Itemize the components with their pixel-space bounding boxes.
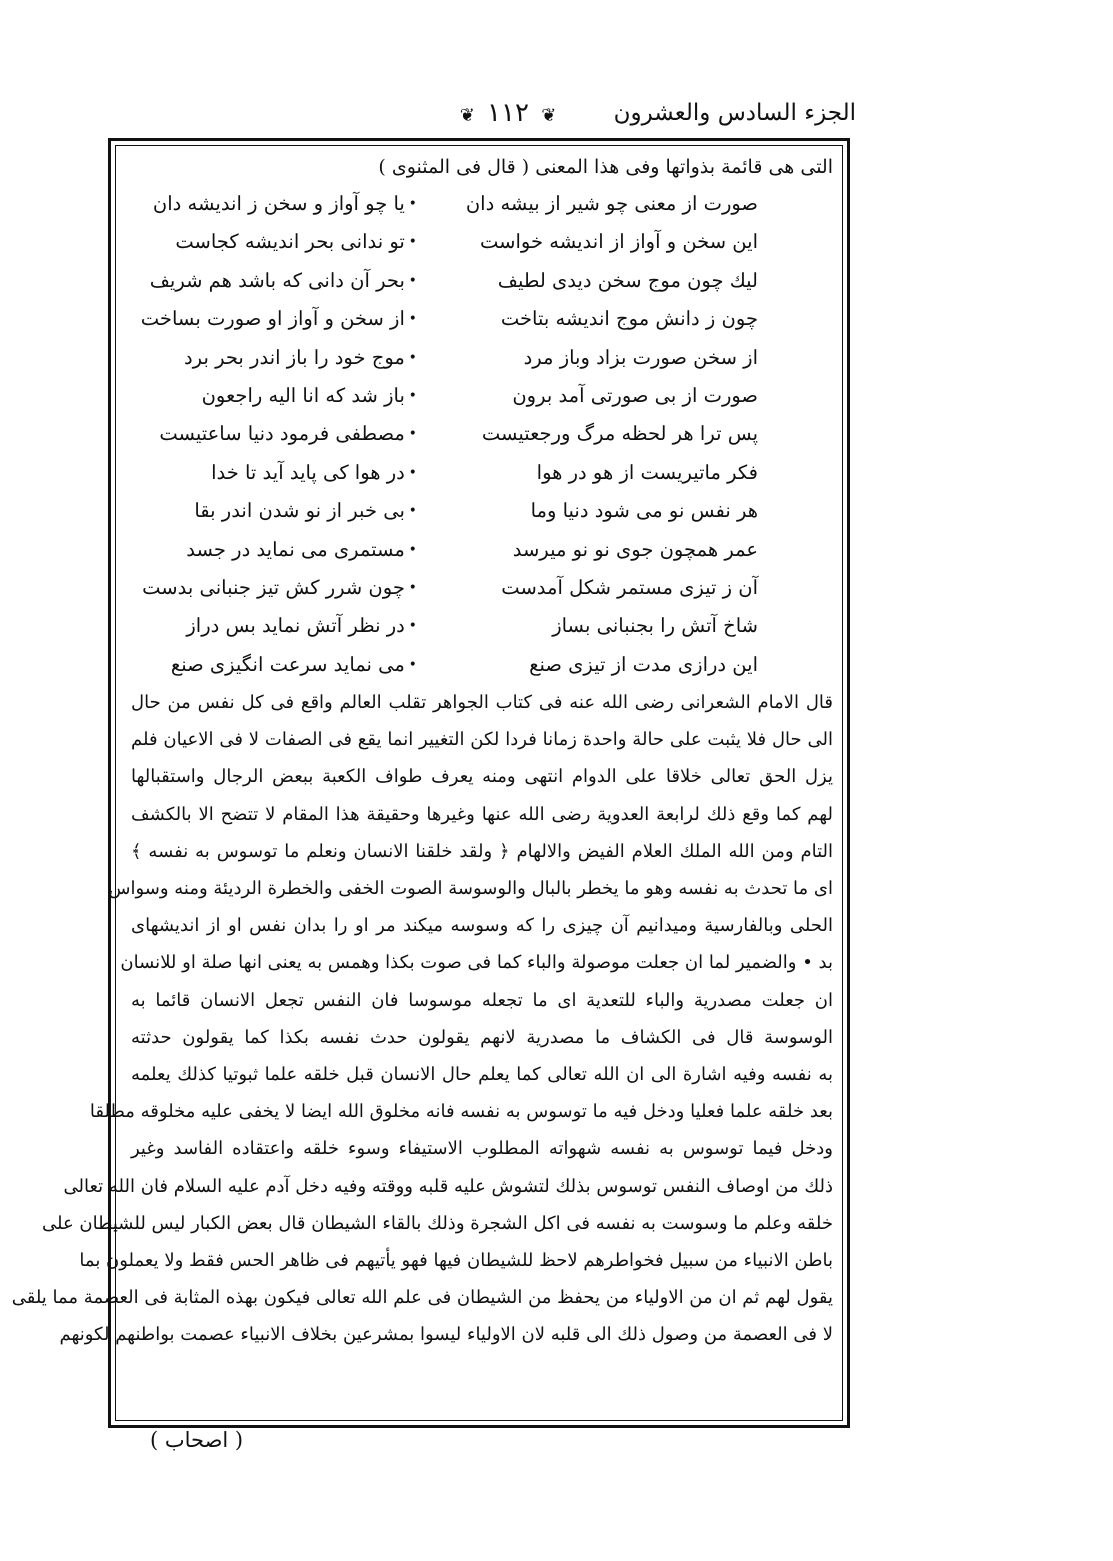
verse-line [131, 300, 833, 338]
verse-separator-icon: • [408, 387, 417, 404]
verse-line [131, 415, 833, 453]
prose-line: خلقه وعلم ما وسوست به نفسه فى اكل الشجرة وذلك بالقاء الشيطان قال بعض الكبار ليس للشيطان على [41, 1212, 833, 1234]
verse-second-hemistich: مصطفى فرمود دنيا ساعتيست [159, 422, 405, 446]
verse-line [131, 339, 833, 377]
prose-line: به نفسه وفيه اشارة الى ان الله تعالى كما يعلم حال الانسان قبل خلقه علما ثبوتيا كذلك يعلمه [131, 1063, 833, 1085]
verse-second-hemistich: مستمرى مى نمايد در جسد [186, 537, 405, 561]
verse-line [131, 492, 833, 530]
intro-line: التى هى قائمة بذواتها وفى هذا المعنى ( قال فى المثنوى ) [378, 156, 833, 178]
verse-block [131, 185, 833, 684]
page-header [108, 98, 856, 138]
verse-separator-icon: • [408, 464, 417, 481]
verse-first-hemistich: آن ز تيزى مستمر شكل آمدست [501, 575, 758, 599]
prose-line: لا فى العصمة من وصول ذلك الى قلبه لان الاولياء ليسوا بمشرعين بخلاف الانبياء عصمت بواطنهم لكونهم [59, 1324, 833, 1346]
text-frame [11, 138, 850, 1428]
verse-separator-icon: • [408, 196, 417, 212]
verse-separator-icon: • [408, 272, 417, 289]
verse-first-hemistich: اين درازى مدت از تيزى صنع [529, 652, 758, 676]
prose-line: يزل الحق تعالى خلاقا على الدوام انتهى ومنه يعرف طواف الكعبة ببعض الرجال واستقبالها [131, 766, 833, 788]
prose-line: الحلى وبالفارسية وميدانيم آن چيزى را كه وسوسه ميكند مر او را بدان نفس او از انديشهاى [131, 915, 833, 937]
verse-separator-icon: • [408, 311, 417, 328]
verse-line [131, 377, 833, 415]
body-text [11, 149, 833, 1353]
verse-second-hemistich: در نظر آتش نمايد بس دراز [186, 614, 405, 638]
verse-separator-icon: • [408, 426, 417, 443]
verse-line [131, 607, 833, 645]
prose-line: الى حال فلا يثبت على حالة واحدة زمانا فردا لكن التغيير انما يقع فى الصفات لا فى الاعيان فلم [131, 729, 833, 751]
verse-second-hemistich: تو ندانى بحر انديشه كجاست [175, 230, 405, 254]
verse-first-hemistich: چون ز دانش موج انديشه بتاخت [500, 307, 758, 331]
ornament-left-icon: ❦ [459, 105, 475, 126]
verse-line [131, 646, 833, 684]
page-number: ١١٢ [487, 98, 529, 128]
verse-second-hemistich: بى خبر از نو شدن اندر بقا [194, 499, 405, 523]
verse-first-hemistich: ليك چون موج سخن ديدى لطيف [497, 268, 758, 292]
page-number-block [438, 98, 578, 128]
verse-first-hemistich: پس ترا هر لحظه مرگ ورجعتيست [481, 422, 758, 446]
prose-line: ذلك من اوصاف النفس توسوس بذلك لتشوش عليه قلبه ووقته وفيه دخل آدم عليه السلام فان الله تعالى [63, 1175, 833, 1197]
verse-second-hemistich: از سخن و آواز او صورت بساخت [140, 307, 405, 331]
verse-line [131, 262, 833, 300]
verse-first-hemistich: صورت از معنى چو شير از بيشه دان [465, 192, 758, 215]
verse-first-hemistich: فكر ماتيريست از هو در هوا [536, 460, 758, 484]
verse-first-hemistich: هر نفس نو مى شود دنيا وما [530, 499, 758, 523]
prose-line: الوسوسة قال فى الكشاف ما مصدرية لانهم يقولون حدث نفسه بكذا كما يقولون حدثته [131, 1026, 833, 1048]
running-title: الجزء السادس والعشرون [613, 100, 856, 126]
prose-line: باطن الانبياء من سبيل فخواطرهم لاحظ للشيطان فيها فهو يأتيهم فى ظاهر الحس فقط ولا يعملون بما [79, 1249, 833, 1271]
verse-first-hemistich: شاخ آتش را بجنبانى بساز [552, 614, 758, 638]
verse-line [131, 185, 833, 223]
verse-separator-icon: • [408, 234, 417, 251]
verse-separator-icon: • [408, 541, 417, 558]
verse-second-hemistich: بحر آن دانى كه باشد هم شريف [149, 268, 405, 292]
prose-line: التام ومن الله الملك العلام الفيض والالهام ﴿ ولقد خلقنا الانسان ونعلم ما توسوس به نفسه ﴾ [131, 840, 833, 862]
prose-line: لهم كما وقع ذلك لرابعة العدوية رضى الله عنها وغيرها وحقيقة هذا المقام لا تتضح الا بالكشف [131, 803, 833, 825]
verse-second-hemistich: چون شرر كش تيز جنبانى بدست [142, 575, 405, 599]
verse-separator-icon: • [408, 503, 417, 520]
prose-line: اى ما تحدث به نفسه وهو ما يخطر بالبال والوسوسة الصوت الخفى والخطرة الرديئة ومنه وسواس [108, 878, 833, 900]
verse-line [131, 454, 833, 492]
verse-second-hemistich: در هوا كى پايد آيد تا خدا [211, 460, 405, 484]
verse-second-hemistich: مى نمايد سرعت انگيزى صنع [170, 652, 405, 676]
verse-separator-icon: • [408, 349, 417, 366]
verse-first-hemistich: اين سخن و آواز از انديشه خواست [480, 230, 758, 254]
verse-first-hemistich: عمر همچون جوى نو نو ميرسد [512, 537, 758, 561]
verse-separator-icon: • [408, 618, 417, 635]
prose-line: قال الامام الشعرانى رضى الله عنه فى كتاب الجواهر تقلب العالم واقع فى كل نفس من حال [131, 692, 833, 714]
verse-line [131, 223, 833, 261]
verse-first-hemistich: صورت از بى صورتى آمد برون [512, 383, 758, 407]
prose-line: بعد خلقه علما فعليا ودخل فيه ما توسوس به نفسه فانه مخلوق الله ايضا لا يخفى عليه مخلوقه مطلقا [89, 1101, 833, 1123]
prose-block [11, 684, 833, 1353]
verse-second-hemistich: يا چو آواز و سخن ز انديشه دان [152, 192, 405, 215]
prose-line: ودخل فيما توسوس به نفسه شهواته المطلوب الاستيفاء وسوء خلقه واعتقاده الفاسد وغير [131, 1138, 833, 1160]
ornament-right-icon: ❦ [541, 105, 557, 126]
verse-separator-icon: • [408, 656, 417, 673]
verse-separator-icon: • [408, 579, 417, 596]
prose-line: ان جعلت مصدرية والباء للتعدية اى ما تجعله موسوسا فان النفس تجعل الانسان قائما به [131, 989, 833, 1011]
verse-line [131, 569, 833, 607]
prose-line: يقول لهم ثم ان من الاولياء من يحفظ من الشيطان فى علم الله تعالى فيكون بهذه المثابة فى العصمة مما يلقى [11, 1287, 833, 1309]
verse-line [131, 531, 833, 569]
prose-line: بد • والضمير لما ان جعلت موصولة والباء كما فى صوت بكذا وهمس به يعنى انها صلة او للانسان [120, 952, 833, 974]
catchword: ( اصحاب ) [150, 1428, 244, 1452]
verse-first-hemistich: از سخن صورت بزاد وباز مرد [523, 345, 758, 369]
verse-second-hemistich: باز شد كه انا اليه راجعون [201, 383, 405, 407]
verse-second-hemistich: موج خود را باز اندر بحر برد [184, 345, 405, 369]
